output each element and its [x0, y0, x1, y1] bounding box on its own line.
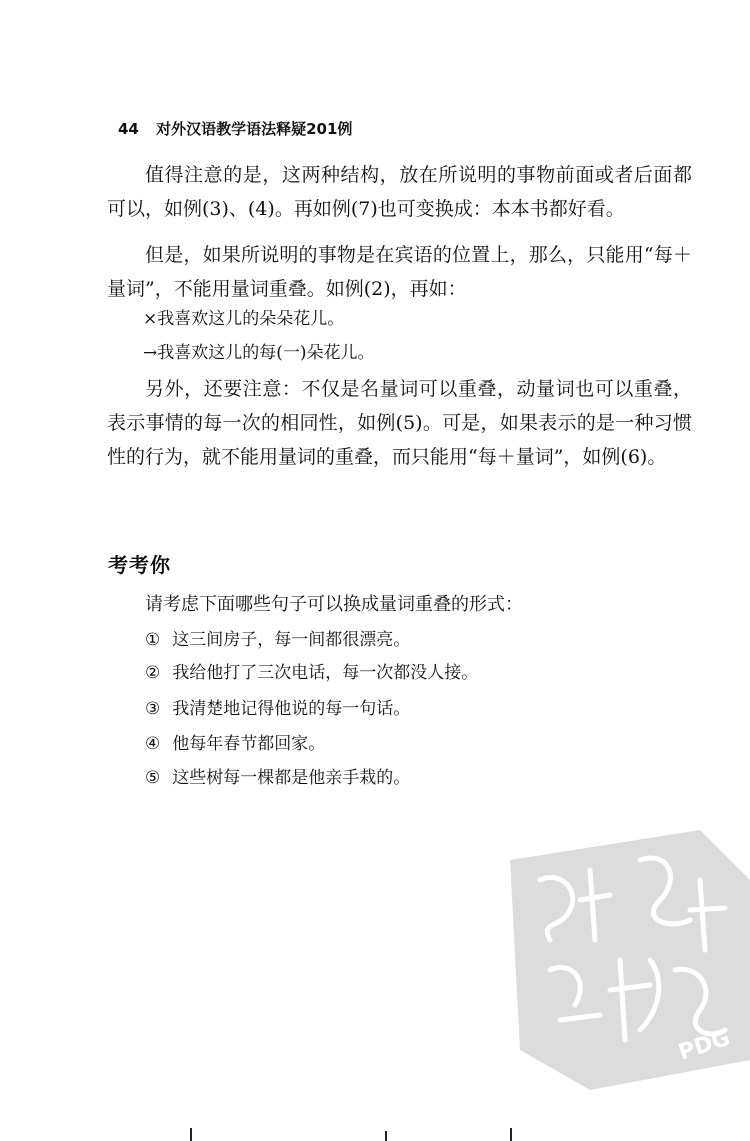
paragraph-1: 值得注意的是，这两种结构，放在所说明的事物前面或者后面都可以，如例(3)、(4)。再如例(7)也可变换成：本本书都好看。	[107, 164, 692, 220]
quiz-item-number: ①	[145, 630, 161, 650]
page-number: 44	[118, 120, 139, 138]
crop-mark	[385, 1131, 387, 1141]
quiz-item-text: 我清楚地记得他说的每一句话。	[172, 699, 411, 719]
watermark-seal	[500, 790, 750, 1090]
quiz-item-text: 这些树每一棵都是他亲手栽的。	[172, 768, 411, 788]
running-header	[118, 118, 352, 139]
quiz-title: 考考你	[108, 553, 171, 577]
quiz-item-number: ⑤	[145, 768, 161, 788]
crop-mark	[190, 1128, 192, 1141]
watermark-text: PDG	[675, 1025, 734, 1066]
example-wrong: ×我喜欢这儿的朵朵花儿。	[143, 309, 345, 329]
crop-mark	[510, 1128, 512, 1141]
quiz-item	[145, 658, 478, 683]
quiz-item-text: 这三间房子，每一间都很漂亮。	[172, 630, 411, 650]
paragraph-2: 但是，如果所说明的事物是在宾语的位置上，那么，只能用“每＋量词”，不能用量词重叠。如例(2)，再如：	[107, 244, 692, 300]
quiz-item	[145, 729, 325, 754]
quiz-prompt: 请考虑下面哪些句子可以换成量词重叠的形式：	[145, 594, 523, 615]
quiz-item	[145, 694, 410, 719]
quiz-item-text: 我给他打了三次电话，每一次都没人接。	[172, 663, 479, 683]
quiz-item	[145, 763, 410, 788]
quiz-item-text: 他每年春节都回家。	[172, 734, 326, 754]
paragraph-3: 另外，还要注意：不仅是名量词可以重叠，动量词也可以重叠，表示事情的每一次的相同性，如例(5)。可是，如果表示的是一种习惯性的行为，就不能用量词的重叠，而只能用“每＋量词”，如例(6)。	[107, 378, 692, 468]
quiz-item-number: ④	[145, 734, 161, 754]
example-right: →我喜欢这儿的每(一)朵花儿。	[143, 343, 375, 363]
quiz-item-number: ②	[145, 663, 161, 683]
quiz-item	[145, 625, 410, 650]
quiz-item-number: ③	[145, 699, 161, 719]
book-title: 对外汉语教学语法释疑201例	[156, 120, 353, 138]
